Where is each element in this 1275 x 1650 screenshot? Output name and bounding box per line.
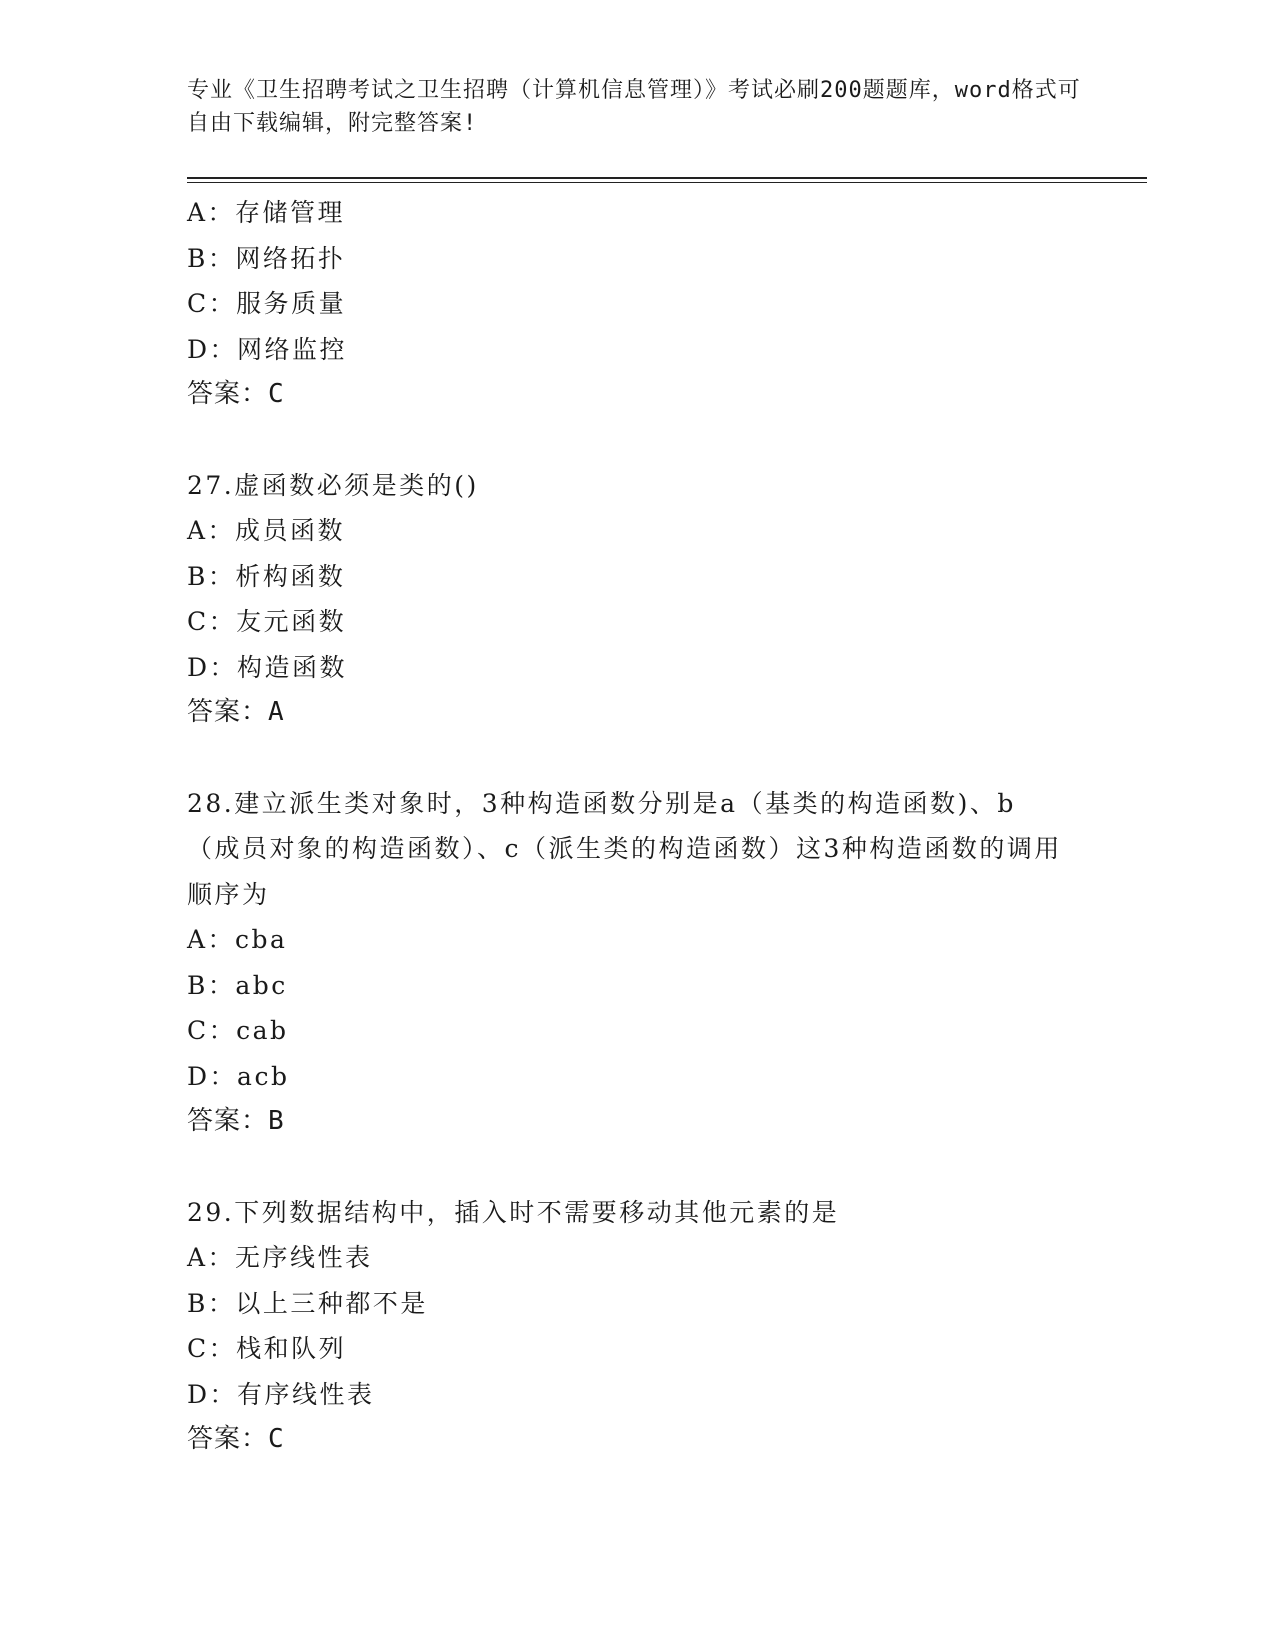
question-stem: 28.建立派生类对象时，3种构造函数分别是a（基类的构造函数)、b（成员对象的构造函数）、c（派生类的构造函数）这3种构造函数的调用顺序为 — [187, 788, 1062, 909]
question-list — [187, 190, 1087, 1463]
option-c: C：友元函数 — [187, 607, 347, 636]
option-a: A：存储管理 — [187, 198, 346, 227]
question-28-block — [187, 781, 1087, 1145]
option-d: D：构造函数 — [187, 652, 348, 682]
option-c: C：cab — [187, 1016, 289, 1045]
option-b: B：网络拓扑 — [187, 243, 346, 273]
answer-line: 答案：C — [187, 1424, 285, 1454]
option-d: D：网络监控 — [187, 334, 348, 364]
option-b: B：析构函数 — [187, 561, 346, 591]
option-d: D：有序线性表 — [187, 1379, 375, 1409]
option-a: A：成员函数 — [187, 516, 346, 545]
option-c: C：栈和队列 — [187, 1334, 347, 1363]
option-d: D：acb — [187, 1061, 290, 1091]
header-divider-thick — [187, 177, 1147, 179]
option-c: C：服务质量 — [187, 289, 347, 318]
answer-line: 答案：A — [187, 697, 285, 727]
option-a: A：cba — [187, 925, 288, 954]
question-26-block — [187, 190, 1087, 418]
question-stem: 27.虚函数必须是类的() — [187, 470, 479, 500]
answer-line: 答案：C — [187, 379, 285, 409]
header-divider-thin — [187, 182, 1147, 183]
option-b: B：以上三种都不是 — [187, 1288, 428, 1318]
option-b: B：abc — [187, 970, 288, 1000]
document-header: 专业《卫生招聘考试之卫生招聘（计算机信息管理）》考试必刷200题题库，word格式可自由下载编辑，附完整答案! — [187, 78, 1081, 136]
question-27-block — [187, 463, 1087, 736]
option-a: A：无序线性表 — [187, 1243, 373, 1272]
answer-line: 答案：B — [187, 1106, 285, 1136]
question-29-block — [187, 1190, 1087, 1463]
question-stem: 29.下列数据结构中，插入时不需要移动其他元素的是 — [187, 1197, 840, 1227]
